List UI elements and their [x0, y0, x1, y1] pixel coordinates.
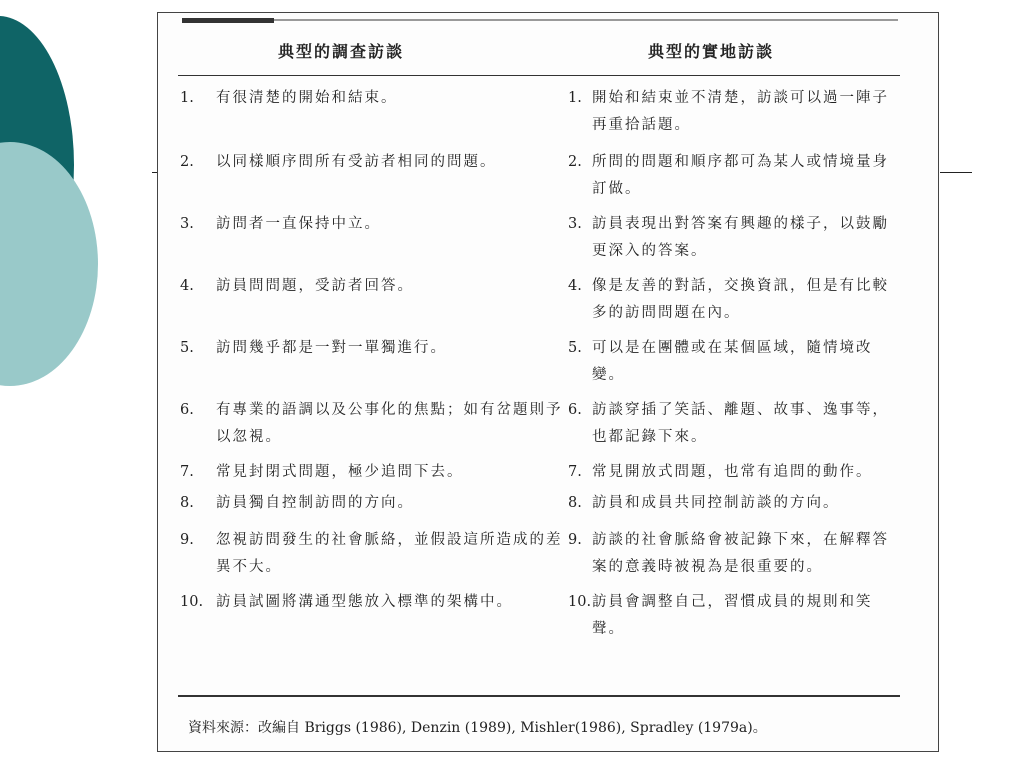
- item-number: 3.: [568, 216, 582, 232]
- field-interview-item: [568, 335, 904, 389]
- item-text: 訪談的社會脈絡會被記錄下來，在解釋答案的意義時被視為是很重要的。: [592, 532, 889, 575]
- field-interview-item: [568, 459, 904, 486]
- item-text: 可以是在團體或在某個區域，隨情境改變。: [592, 340, 873, 383]
- item-number: 2.: [568, 154, 582, 170]
- item-text: 訪員試圖將溝通型態放入標準的架構中。: [216, 594, 513, 610]
- survey-interview-item: [180, 211, 568, 238]
- header-divider: [178, 75, 900, 76]
- survey-interview-item: [180, 273, 568, 300]
- field-interview-item: [568, 149, 904, 203]
- item-number: 10.: [568, 594, 592, 610]
- item-text: 開始和結束並不清楚，訪談可以過一陣子再重拾話題。: [592, 90, 889, 133]
- survey-interview-item: [180, 397, 568, 451]
- decorative-circle-light: [0, 142, 98, 386]
- item-text: 所問的問題和順序都可為某人或情境量身訂做。: [592, 154, 889, 197]
- top-rule-dark: [182, 18, 274, 23]
- item-number: 5.: [568, 340, 582, 356]
- field-interview-item: [568, 273, 904, 327]
- field-interview-item: [568, 85, 904, 139]
- survey-interview-item: [180, 490, 568, 517]
- header-field-interview: 典型的實地訪談: [648, 42, 775, 61]
- item-text: 有很清楚的開始和結束。: [216, 90, 398, 106]
- comparison-rows: [180, 85, 904, 643]
- table-row: [180, 335, 904, 389]
- item-text: 訪問者一直保持中立。: [216, 216, 381, 232]
- table-row: [180, 459, 904, 486]
- item-text: 訪員獨自控制訪問的方向。: [216, 495, 414, 511]
- item-text: 有專業的語調以及公事化的焦點；如有岔題則予以忽視。: [216, 402, 563, 445]
- item-number: 6.: [568, 402, 582, 418]
- footer-divider: [178, 695, 900, 697]
- item-number: 7.: [180, 464, 194, 480]
- item-text: 以同樣順序問所有受訪者相同的問題。: [216, 154, 497, 170]
- table-row: [180, 490, 904, 517]
- field-interview-item: [568, 211, 904, 265]
- item-text: 像是友善的對話，交換資訊，但是有比較多的訪問問題在內。: [592, 278, 889, 321]
- item-number: 1.: [568, 90, 582, 106]
- survey-interview-item: [180, 527, 568, 581]
- table-row: [180, 211, 904, 265]
- field-interview-item: [568, 527, 904, 581]
- item-text: 訪員表現出對答案有興趣的樣子，以鼓勵更深入的答案。: [592, 216, 889, 259]
- item-number: 7.: [568, 464, 582, 480]
- item-number: 8.: [568, 495, 582, 511]
- item-number: 4.: [180, 278, 194, 294]
- source-citation: 資料來源：改編自 Briggs (1986), Denzin (1989), Mishler(1986), Spradley (1979a)。: [188, 720, 767, 736]
- field-interview-item: [568, 490, 904, 517]
- field-interview-item: [568, 397, 904, 451]
- table-row: [180, 149, 904, 203]
- item-number: 8.: [180, 495, 194, 511]
- item-text: 訪問幾乎都是一對一單獨進行。: [216, 340, 447, 356]
- header-survey-interview: 典型的調查訪談: [278, 42, 405, 61]
- survey-interview-item: [180, 85, 568, 112]
- item-number: 5.: [180, 340, 194, 356]
- item-number: 10.: [180, 594, 204, 610]
- item-text: 訪員問問題，受訪者回答。: [216, 278, 414, 294]
- table-row: [180, 527, 904, 581]
- survey-interview-item: [180, 459, 568, 486]
- item-text: 訪員和成員共同控制訪談的方向。: [592, 495, 840, 511]
- item-number: 9.: [180, 532, 194, 548]
- decorative-line-right: [940, 172, 972, 173]
- table-row: [180, 589, 904, 643]
- table-row: [180, 273, 904, 327]
- item-number: 3.: [180, 216, 194, 232]
- table-row: [180, 85, 904, 139]
- item-number: 9.: [568, 532, 582, 548]
- item-text: 忽視訪問發生的社會脈絡，並假設這所造成的差異不大。: [216, 532, 563, 575]
- field-interview-item: [568, 589, 904, 643]
- item-text: 訪員會調整自己，習慣成員的規則和笑聲。: [592, 594, 873, 637]
- top-rule-light: [274, 19, 898, 21]
- item-text: 常見封閉式問題，極少追問下去。: [216, 464, 464, 480]
- survey-interview-item: [180, 335, 568, 362]
- survey-interview-item: [180, 149, 568, 176]
- item-text: 常見開放式問題，也常有追問的動作。: [592, 464, 873, 480]
- scanned-table-image: [157, 12, 939, 752]
- item-text: 訪談穿插了笑話、離題、故事、逸事等，也都記錄下來。: [592, 402, 889, 445]
- item-number: 4.: [568, 278, 582, 294]
- item-number: 1.: [180, 90, 194, 106]
- item-number: 6.: [180, 402, 194, 418]
- table-row: [180, 397, 904, 451]
- survey-interview-item: [180, 589, 568, 616]
- item-number: 2.: [180, 154, 194, 170]
